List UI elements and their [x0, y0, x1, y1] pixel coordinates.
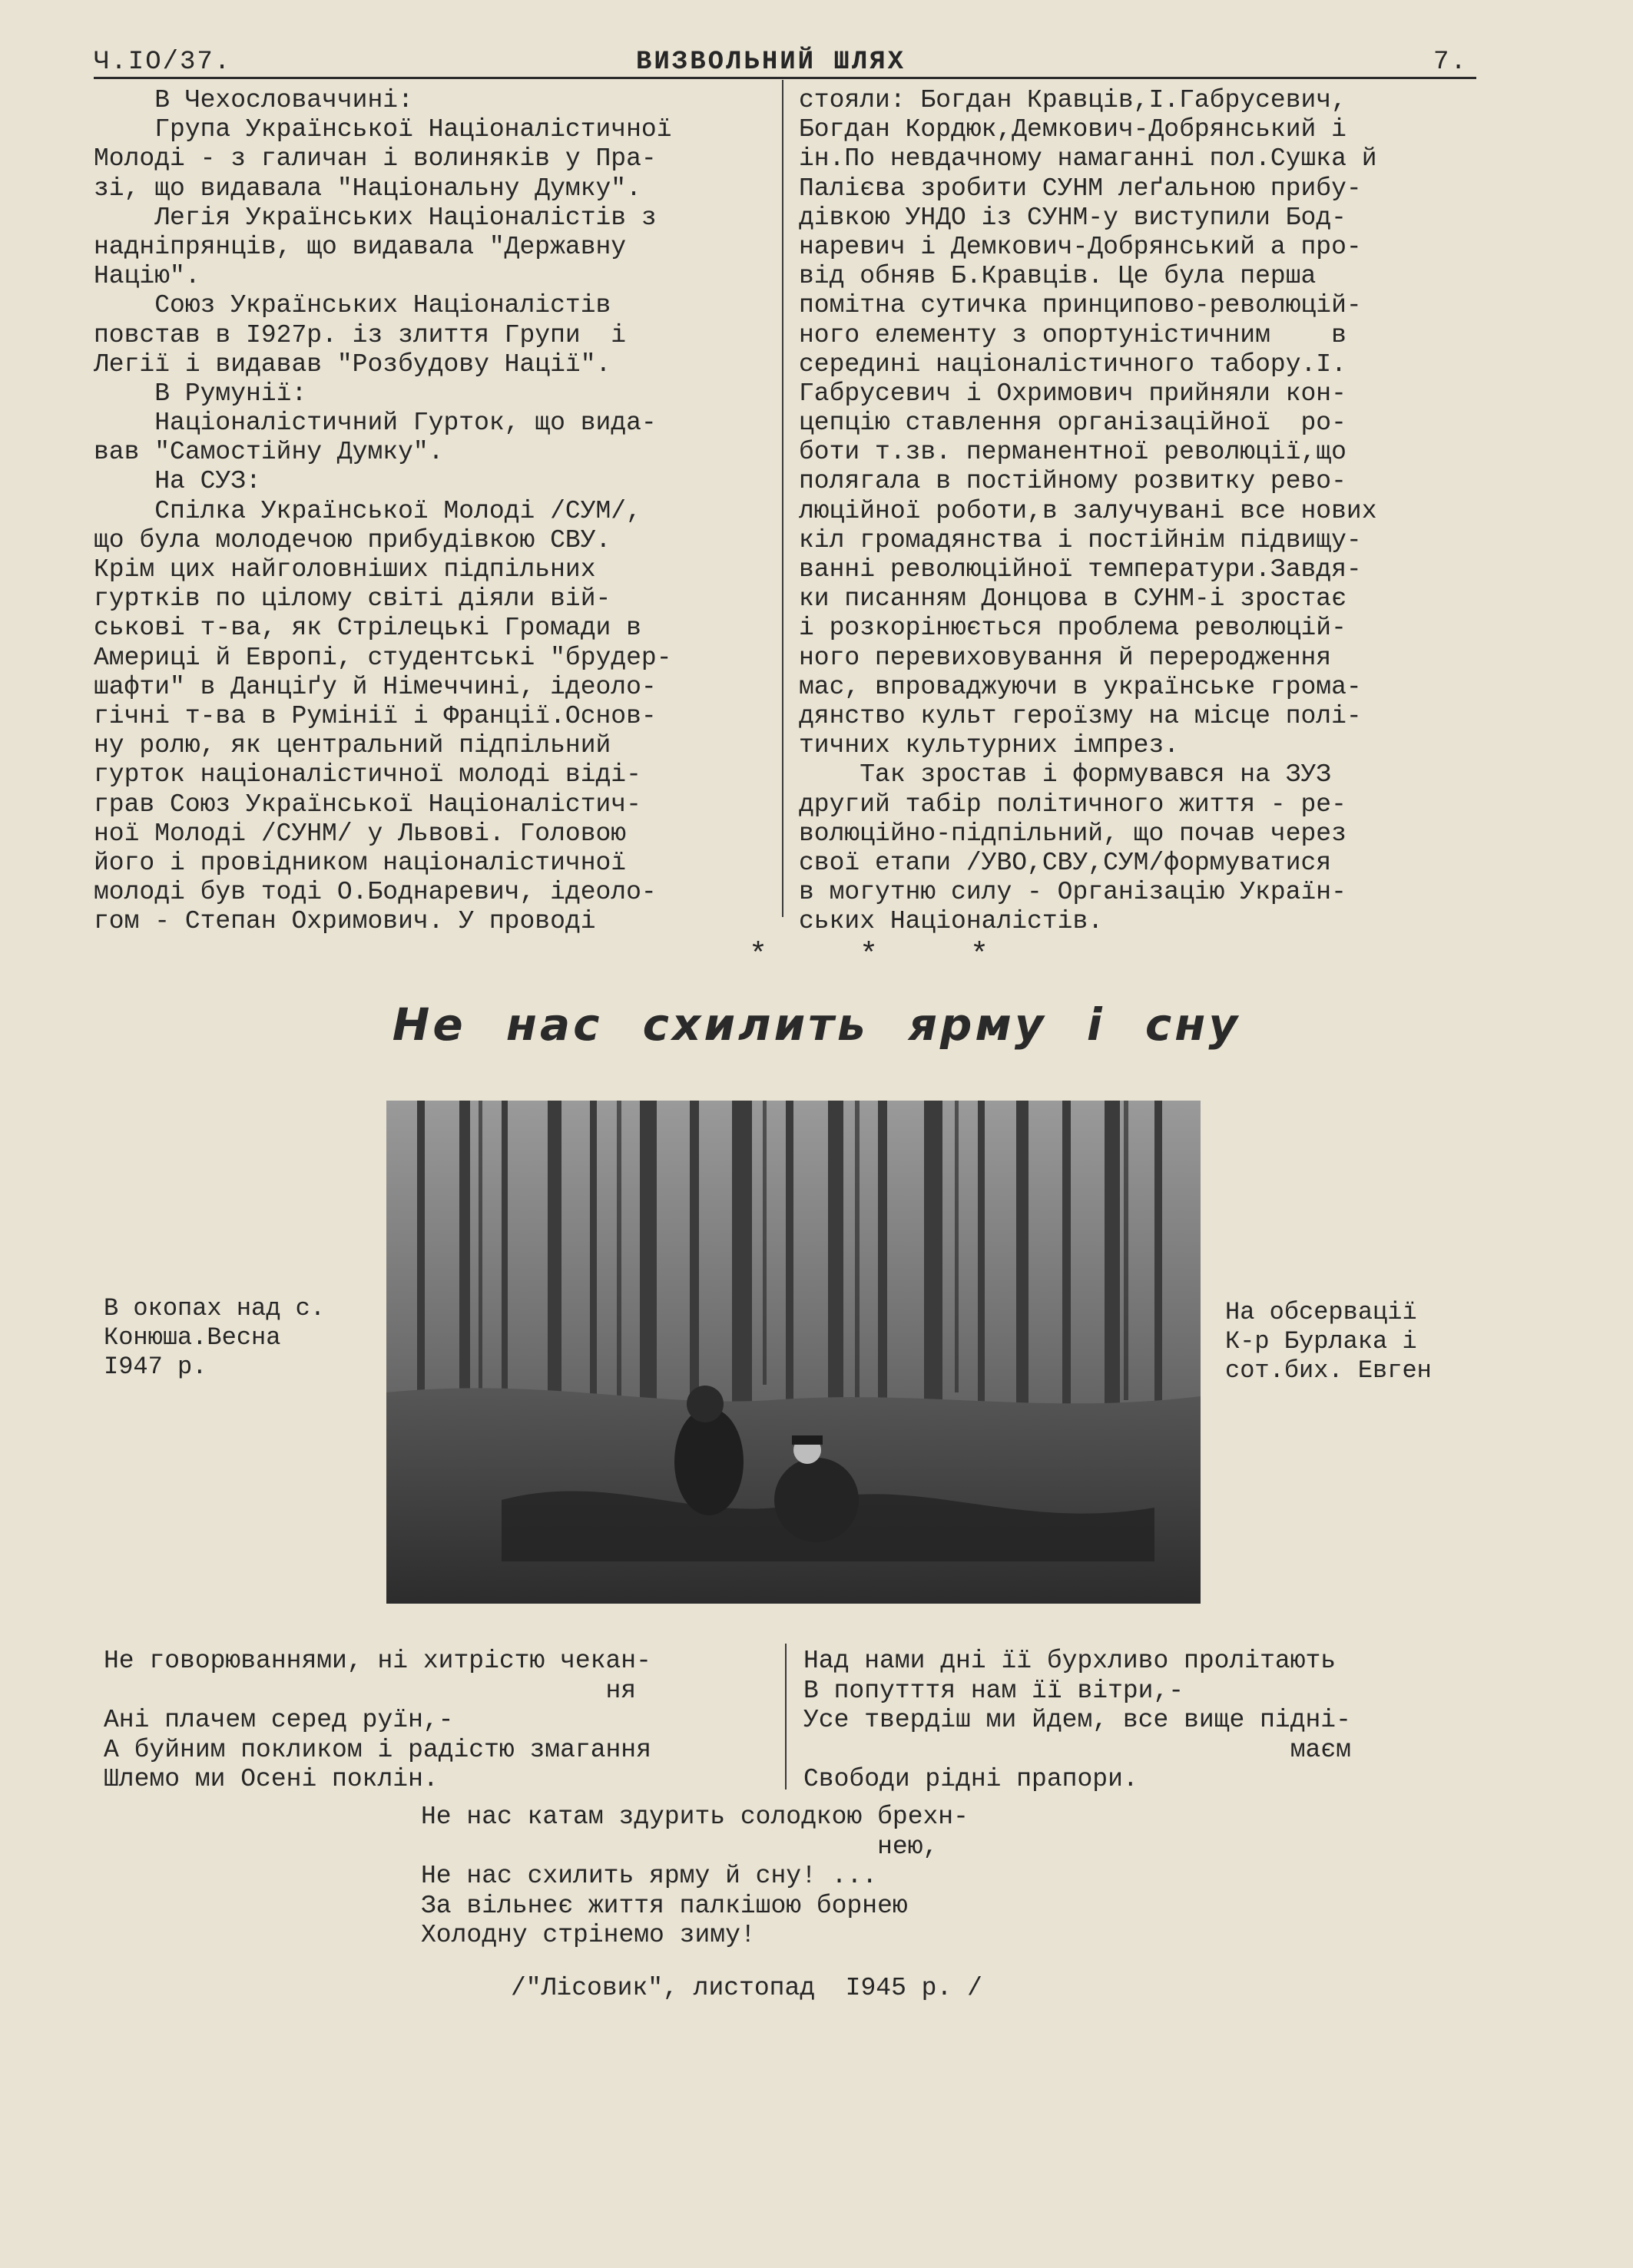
- text-line: наревич і Демкович-Добрянський а про-: [799, 232, 1362, 261]
- verse-line: В попутття нам її вітри,-: [803, 1676, 1184, 1705]
- right-text-column: [799, 86, 1475, 936]
- text-line: Палієва зробити СУНМ леґальною прибу-: [799, 174, 1362, 203]
- text-line: ну ролю, як центральний підпільний: [94, 731, 611, 760]
- text-line: ських Націоналістів.: [799, 907, 1104, 936]
- text-line: ки писанням Донцова в СУНМ-і зростає: [799, 584, 1346, 614]
- text-line: полягала в постійному розвитку рево-: [799, 467, 1346, 496]
- text-line: другий табір політичного життя - ре-: [799, 790, 1346, 819]
- text-line: волюційно-підпільний, що почав через: [799, 819, 1346, 848]
- text-line: гічні т-ва в Румінії і Франції.Основ-: [94, 701, 657, 730]
- forest-trench-photo: [386, 1101, 1201, 1604]
- text-line: Легія Українських Націоналістів з: [94, 203, 657, 232]
- text-line: дівкою УНДО із СУНМ-у виступили Бод-: [799, 203, 1346, 232]
- stanza-divider: [785, 1644, 787, 1790]
- poem-source: /"Лісовик", листопад I945 р. /: [511, 1974, 982, 2002]
- text-line: Легії і видавав "Розбудову Нації".: [94, 349, 611, 379]
- text-line: кіл громадянства і постійнім підвищу-: [799, 525, 1362, 555]
- stanza-left: [104, 1647, 651, 1795]
- verse-line: Не нас катам здурить солодкою брехн-: [421, 1803, 969, 1831]
- verse-line: Не нас схилить ярму й сну! ...: [421, 1862, 878, 1890]
- text-line: Націоналістичний Гурток, що вида-: [94, 409, 657, 438]
- text-line: В Чехословаччині:: [94, 86, 413, 114]
- text-line: люційної роботи,в залучувані все нових: [799, 496, 1377, 525]
- issue-number: Ч.IO/37.: [94, 48, 232, 77]
- verse-line: Усе твердіш ми йдем, все вище підні-: [803, 1706, 1351, 1734]
- text-line: боти т.зв. перманентної революції,що: [799, 438, 1346, 467]
- verse-line: А буйним покликом і радістю змагання: [104, 1735, 651, 1764]
- verse-line: маєм: [803, 1735, 1351, 1764]
- text-line: В Румунії:: [94, 379, 307, 408]
- text-line: гом - Степан Охримович. У проводі: [94, 907, 596, 936]
- text-line: повстав в I927р. із злиття Групи і: [94, 320, 627, 349]
- text-line: Так зростав і формувався на ЗУЗ: [799, 760, 1332, 790]
- caption-line: На обсервації: [1225, 1298, 1417, 1326]
- column-divider: [782, 80, 783, 917]
- text-line: Група Української Націоналістичної: [94, 115, 672, 144]
- caption-line: Конюша.Весна: [104, 1323, 281, 1352]
- text-line: стояли: Богдан Кравців,I.Габрусевич,: [799, 86, 1346, 114]
- text-line: помітна сутичка принципово-революцій-: [799, 291, 1362, 320]
- text-line: Союз Українських Націоналістів: [94, 291, 611, 320]
- text-line: Спілка Української Молоді /СУМ/,: [94, 496, 641, 525]
- text-line: гурток націоналістичної молоді віді-: [94, 760, 641, 790]
- text-line: тичних культурних імпрез.: [799, 731, 1180, 760]
- text-line: шафти" в Данціґу й Німеччині, ідеоло-: [94, 672, 657, 701]
- text-line: Америці й Европі, студентські "брудер-: [94, 643, 672, 672]
- text-line: ванні революційної температури.Завдя-: [799, 555, 1362, 584]
- text-line: свої етапи /УВО,СВУ,СУМ/формуватися: [799, 848, 1332, 877]
- text-line: зі, що видавала "Національну Думку".: [94, 174, 641, 203]
- verse-line: Холодну стрінемо зиму!: [421, 1921, 756, 1949]
- verse-line: За вільнеє життя палкішою борнею: [421, 1891, 908, 1920]
- page-number: 7.: [1433, 48, 1468, 77]
- text-line: і розкорінюється проблема революцій-: [799, 614, 1346, 643]
- text-line: ного перевиховування й переродження: [799, 643, 1332, 672]
- photo-caption-left: [104, 1294, 325, 1382]
- text-line: Молоді - з галичан і волиняків у Пра-: [94, 144, 657, 174]
- text-line: його і провідником націоналістичної: [94, 848, 627, 877]
- text-line: ної Молоді /СУНМ/ у Львові. Головою: [94, 819, 627, 848]
- caption-line: I947 р.: [104, 1353, 207, 1381]
- journal-title: ВИЗВОЛЬНИЙ ШЛЯХ: [636, 48, 906, 77]
- text-line: Габрусевич і Охримович прийняли кон-: [799, 379, 1346, 408]
- photo-caption-right: [1225, 1298, 1432, 1386]
- text-line: середині націоналістичного табору.I.: [799, 349, 1346, 379]
- verse-line: Не говорюваннями, ні хитрістю чекан-: [104, 1647, 651, 1675]
- text-line: ськові т-ва, як Стрілецькі Громади в: [94, 614, 641, 643]
- text-line: молоді був тоді О.Боднаревич, ідеоло-: [94, 878, 657, 907]
- text-line: Богдан Кордюк,Демкович-Добрянський і: [799, 115, 1346, 144]
- stanza-right: [803, 1647, 1351, 1795]
- text-line: мас, впроваджуючи в українське грома-: [799, 672, 1362, 701]
- verse-line: ня: [104, 1676, 637, 1705]
- verse-line: Свободи рідні прапори.: [803, 1765, 1138, 1793]
- caption-line: В окопах над с.: [104, 1294, 326, 1323]
- text-line: ного елементу з опортуністичним в: [799, 320, 1346, 349]
- text-line: вав "Самостійну Думку".: [94, 438, 444, 467]
- text-line: дянство культ героїзму на місце полі-: [799, 701, 1362, 730]
- stanza-center: [421, 1803, 969, 1951]
- header-rule: [94, 77, 1476, 79]
- caption-line: К-р Бурлака і: [1225, 1327, 1417, 1356]
- verse-line: Над нами дні її бурхливо пролітають: [803, 1647, 1337, 1675]
- verse-line: Шлемо ми Осені поклін.: [104, 1765, 439, 1793]
- text-line: цепцію ставлення організаційної ро-: [799, 409, 1346, 438]
- text-line: надніпрянців, що видавала "Державну: [94, 232, 627, 261]
- verse-line: Ані плачем серед руїн,-: [104, 1706, 454, 1734]
- caption-line: сот.бих. Евген: [1225, 1356, 1432, 1385]
- separator-stars: * * *: [749, 939, 1026, 973]
- poem-title: Не нас схилить ярму і сну: [392, 998, 1241, 1051]
- text-line: гуртків по цілому світі діяли вій-: [94, 584, 611, 614]
- text-line: На СУЗ:: [94, 467, 261, 496]
- text-line: Націю".: [94, 262, 200, 291]
- text-line: ін.По невдачному намаганні пол.Сушка й: [799, 144, 1377, 174]
- text-line: Крім цих найголовніших підпільних: [94, 555, 596, 584]
- text-line: що була молодечою прибудівкою СВУ.: [94, 525, 611, 555]
- text-line: в могутню силу - Організацію Україн-: [799, 878, 1346, 907]
- left-text-column: [94, 86, 785, 936]
- text-line: від обняв Б.Кравців. Це була перша: [799, 262, 1317, 291]
- text-line: грав Союз Української Націоналістич-: [94, 790, 641, 819]
- verse-line: нею,: [421, 1832, 939, 1861]
